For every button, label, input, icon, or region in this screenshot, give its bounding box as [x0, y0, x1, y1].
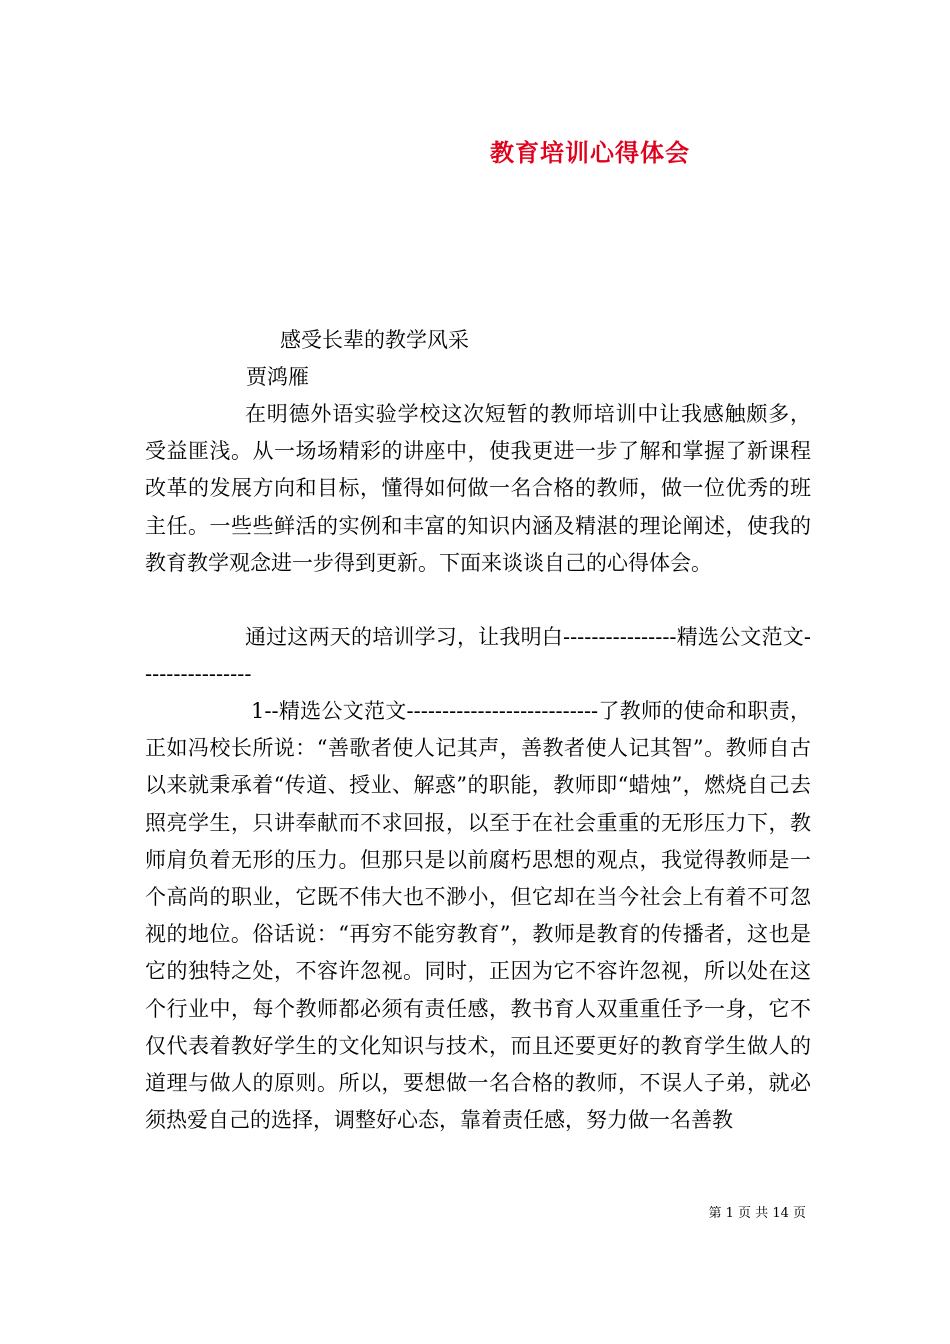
author-name: 贾鸿雁: [246, 365, 309, 389]
body-paragraph-2: 通过这两天的培训学习，让我明白----------------精选公文范文----------------: [145, 625, 811, 687]
body-paragraph-1: 在明德外语实验学校这次短暂的教师培训中让我感触颇多，受益匪浅。从一场场精彩的讲座中，使我更进一步了解和掌握了新课程改革的发展方向和目标，懂得如何做一名合格的教师，做一位优秀的班主任。一些些鲜活的实例和丰富的知识内涵及精湛的理论阐述，使我的教育教学观念进一步得到更新。下面来谈谈自己的心得体会。: [145, 402, 811, 575]
page-number-footer: 第 1 页 共 14 页: [708, 1206, 806, 1221]
document-subtitle: 感受长辈的教学风采: [280, 328, 469, 352]
document-title: 教育培训心得体会: [490, 138, 690, 167]
body-paragraph-3: 1--精选公文范文---------------------------了教师的使命和职责，正如冯校长所说：“善歌者使人记其声，善教者使人记其智”。教师自古以来就秉承着“传道、授业、解惑”的职能，教师即“蜡烛”，燃烧自己去照亮学生，只讲奉献而不求回报，以至于在社会重重的无形压力下，教师肩负着无形的压力。但那只是以前腐朽思想的观点，我觉得教师是一个高尚的职业，它既不伟大也不渺小，但它却在当今社会上有着不可忽视的地位。俗话说：“再穷不能穷教育”，教师是教育的传播者，这也是它的独特之处，不容许忽视。同时，正因为它不容许忽视，所以处在这个行业中，每个教师都必须有责任感，教书育人双重重任予一身，它不仅代表着教好学生的文化知识与技术，而且还要更好的教育学生做人的道理与做人的原则。所以，要想做一名合格的教师，不误人子弟，就必须热爱自己的选择，调整好心态，靠着责任感，努力做一名善教: [145, 699, 811, 1133]
